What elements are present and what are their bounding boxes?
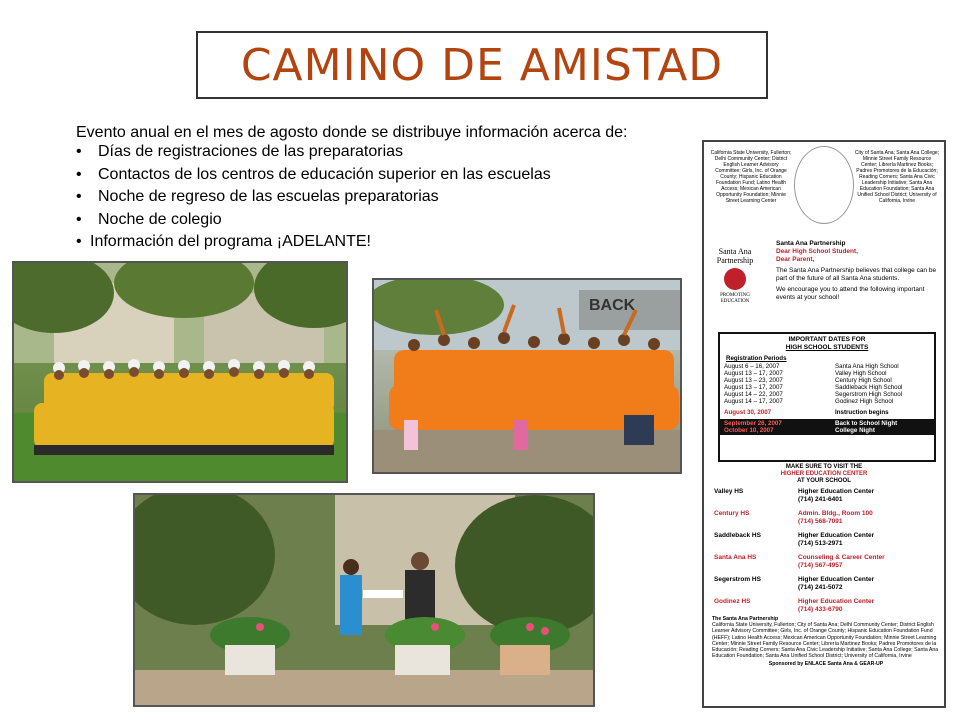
flyer-logo: Santa Ana Partnership PROMOTING EDUCATION [716,247,754,304]
flyer-top-right-partners: City of Santa Ana; Santa Ana College; Minnie Street Family Resource Center; Librería Martinez Books; Padres Promotores de la Educación; Reading Corners; Santa Ana Civic Leadership Initiative; Santa Ana Education Foundation; Santa Ana Unified School District; University of California, Irvine [854,150,940,204]
bullet-dot: • [76,188,82,205]
flyer-top-left-partners: California State University, Fullerton; Delhi Community Center; District English Learner Advisory Committee; Girls, Inc. of Orange County; Hispanic Education Foundation Fund; Latino Health Access; Mexican American Opportunity Foundation; Minnie Street Learning Center [710,150,792,204]
intro-text: Evento anual en el mes de agosto donde se distribuye información acerca de: [76,124,628,141]
night-events-bar [720,419,934,435]
registration-row: August 13 – 17, 2007 Saddleback High School [724,384,903,391]
bullet-item: • Noche de colegio [76,209,551,232]
bullet-list [76,141,551,254]
event-row: September 26, 2007 Back to School Night [724,420,898,427]
center-row: Saddleback HS Higher Education Center (714) 513-2971 [714,532,875,547]
photo-garden-handout-illustration [135,495,595,707]
bullet-dot: • [76,210,82,228]
flyer-letter: Santa Ana Partnership Dear High School Student, Dear Parent, The Santa Ana Partnership believes that college can be part of the future of all Santa Ana students. We encourage you to attend the following important events at your school! [776,240,937,301]
bullet-item: • Contactos de los centros de educación superior en las escuelas [76,164,551,187]
photo-group-orange-illustration [374,280,682,474]
flyer-footer: The Santa Ana Partnership California State University, Fullerton; City of Santa Ana; Delhi Community Center; District English Learner Advisory Committee; Girls, Inc. of Orange County; Hispanic Education Foundation Fund (HEFF); Latino Health Access; Mexican American Opportunity Foundation; Minnie Street Learning Center; Minnie Street Family Resource Center; Librería Martinez Books; Padres Promotores de la Educación; Reading Corners; Santa Ana Civic Leadership Initiative; Santa Ana College; Santa Ana Education Foundation; Santa Ana Unified School District; University of California, Irvine Sponsored by ENLACE Santa Ana & GEAR-UP [712,616,939,668]
photo-sign-text: BACK [589,297,636,314]
center-row: Segerstrom HS Higher Education Center (714) 241-5072 [714,576,875,591]
bullet-dot: • [76,233,82,250]
center-row: Century HS Admin. Bldg., Room 100 (714) 568-7091 [714,510,873,525]
title-box [196,31,768,99]
flyer-centers-list [714,488,940,614]
registration-row: August 14 – 22, 2007 Segerstrom High School [724,391,903,398]
photo-group-orange [372,278,682,474]
registration-row: August 6 – 16, 2007 Santa Ana High School [724,363,899,370]
event-row: October 10, 2007 College Night [724,427,875,434]
center-row: Valley HS Higher Education Center (714) 241-6401 [714,488,875,503]
flyer-circle-graphic [794,146,854,224]
slide-title: CAMINO DE AMISTAD [240,39,724,91]
registration-row: August 14 – 17, 2007 Godinez High School [724,398,894,405]
bullet-item: • Noche de regreso de las escuelas preparatorias [76,186,551,209]
bullet-dot: • [76,143,82,160]
registration-row: August 13 – 17, 2007 Valley High School [724,370,887,377]
registration-list [724,363,930,405]
bullet-item: • Días de registraciones de las preparatorias [76,141,551,164]
apple-icon [724,268,746,290]
photo-group-yellow-illustration [14,263,348,483]
bullet-dot: • [76,165,82,183]
photo-garden-handout [133,493,595,707]
photo-group-yellow [12,261,348,483]
center-row: Santa Ana HS Counseling & Career Center (714) 567-4957 [714,554,885,569]
bullet-item: • Información del programa ¡ADELANTE! [76,231,551,254]
instruction-row: August 30, 2007 Instruction begins [724,409,889,416]
center-row: Godinez HS Higher Education Center (714) 433-6790 [714,598,875,613]
flyer-visit-heading: MAKE SURE TO VISIT THE HIGHER EDUCATION CENTER AT YOUR SCHOOL [780,464,868,484]
registration-row: August 13 – 23, 2007 Century High School [724,377,892,384]
event-flyer [702,140,946,708]
flyer-dates-box: IMPORTANT DATES FOR HIGH SCHOOL STUDENTS Registration Periods August 6 – 16, 2007 Santa Ana High School August 13 – 17, 2007 Valley High School August 13 – 23, 2007 Century High School August 13 – 17, 2007 Saddleback High School August 14 – 22, 2007 Segerstrom High School August 14 – 17, 2007 Godinez High School August 30, 2007 Instruction begins September 26, 2007 Back to School Night October 10, 2007 College Night [718,332,936,462]
